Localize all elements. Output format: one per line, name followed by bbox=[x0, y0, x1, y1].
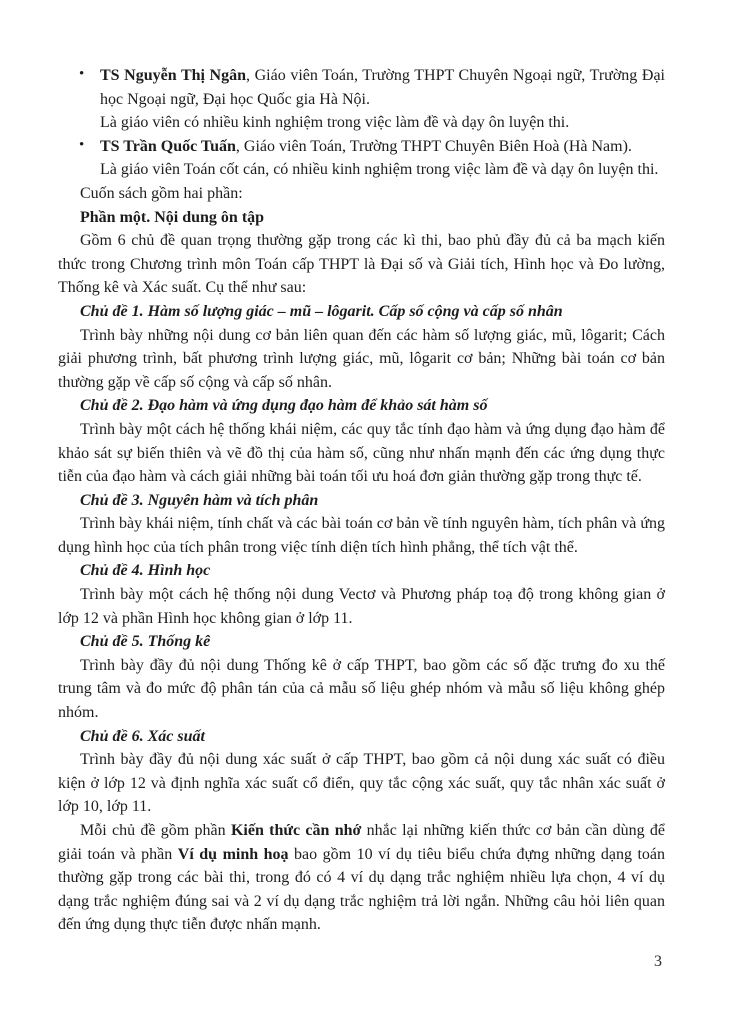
author-item bbox=[58, 135, 665, 182]
topic-heading-6: Chủ đề 6. Xác suất bbox=[80, 727, 205, 745]
intro-overview: Gồm 6 chủ đề quan trọng thường gặp trong các kì thi, bao phủ đầy đủ cả ba mạch kiến thức trong Chương trình môn Toán cấp THPT là Đại số và Giải tích, Hình học và Đo lường, Thống kê và Xác suất. Cụ thể như sau: bbox=[58, 232, 665, 297]
closing-para bbox=[58, 819, 665, 937]
topic-heading-3: Chủ đề 3. Nguyên hàm và tích phân bbox=[80, 491, 319, 509]
topic-body-5: Trình bày đầy đủ nội dung Thống kê ở cấp THPT, bao gồm các số đặc trưng đo xu thế trung tâm và đo mức độ phân tán của cả mẫu số liệu ghép nhóm và mẫu số liệu không ghép nhóm. bbox=[58, 656, 665, 722]
topic-body-3: Trình bày khái niệm, tính chất và các bài toán cơ bản về tính nguyên hàm, tích phân và ứng dụng hình học của tích phân trong việc tính diện tích hình phẳng, thể tích vật thể. bbox=[58, 515, 665, 556]
topic-body-6: Trình bày đầy đủ nội dung xác suất ở cấp THPT, bao gồm cả nội dung xác suất có điều kiện ở lớp 12 và định nghĩa xác suất cổ điển, quy tắc cộng xác suất, quy tắc nhân xác suất ở lớp 10, lớp 11. bbox=[58, 751, 665, 816]
page-number: 3 bbox=[654, 953, 662, 970]
topic-heading-2: Chủ đề 2. Đạo hàm và ứng dụng đạo hàm để khảo sát hàm số bbox=[80, 397, 488, 415]
closing-seg: Mỗi chủ đề gồm phần bbox=[80, 822, 231, 839]
author-list bbox=[58, 64, 665, 182]
author-name: TS Trần Quốc Tuấn bbox=[100, 137, 236, 155]
topic-heading-5: Chủ đề 5. Thống kê bbox=[80, 633, 211, 651]
topic-heading-4: Chủ đề 4. Hình học bbox=[80, 562, 211, 580]
author-details: , Giáo viên Toán, Trường THPT Chuyên Biên Hoà (Hà Nam). bbox=[235, 137, 632, 155]
topic-body-1: Trình bày những nội dung cơ bản liên quan đến các hàm số lượng giác, mũ, lôgarit; Cách giải phương trình, bất phương trình lượng giác, mũ, lôgarit cơ bản; Những bài toán cơ bản thường gặp về cấp số cộng và cấp số nhân. bbox=[58, 326, 665, 391]
bullet-icon: • bbox=[79, 66, 85, 82]
author-line bbox=[100, 64, 665, 111]
closing-seg: bao gồm 10 ví dụ tiêu biểu chứa đựng những dạng toán thường gặp trong các bài thi, trong đó có 4 ví dụ dạng trắc nghiệm nhiều lựa chọn, 4 ví dụ dạng trắc nghiệm đúng sai và 2 ví dụ dạng trắc nghiệm trả lời ngắn. Những câu hỏi liên quan đến ứng dụng thực tiễn được nhấn mạnh. bbox=[58, 845, 665, 934]
topic-section bbox=[58, 300, 665, 819]
author-note: Là giáo viên có nhiều kinh nghiệm trong việc làm đề và dạy ôn luyện thi. bbox=[100, 114, 570, 132]
intro-lead: Cuốn sách gồm hai phần: bbox=[80, 184, 243, 202]
closing-seg: nhắc lại những kiến thức cơ bản cần dùng để giải toán và phần bbox=[58, 822, 665, 863]
author-item bbox=[58, 64, 665, 135]
topic-body-4: Trình bày một cách hệ thống nội dung Vectơ và Phương pháp toạ độ trong không gian ở lớp 12 và phần Hình học không gian ở lớp 11. bbox=[58, 586, 665, 627]
author-details: , Giáo viên Toán, Trường THPT Chuyên Ngoại ngữ, Trường Đại học Ngoại ngữ, Đại học Quốc gia Hà Nội. bbox=[100, 67, 666, 108]
closing-bold-phrase: Kiến thức cần nhớ bbox=[230, 822, 362, 839]
topic-body-2: Trình bày một cách hệ thống khái niệm, các quy tắc tính đạo hàm và ứng dụng đạo hàm để khảo sát sự biến thiên và vẽ đồ thị của hàm số, cũng như nhấn mạnh đến các ứng dụng thực tiễn của đạo hàm và cách giải những bài toán tối ưu hoá đơn giản thường gặp trong thực tế. bbox=[58, 420, 665, 486]
part-one-heading: Phần một. Nội dung ôn tập bbox=[80, 208, 265, 226]
author-line bbox=[100, 135, 665, 159]
bullet-icon: • bbox=[79, 136, 85, 153]
author-name: TS Nguyễn Thị Ngân bbox=[100, 67, 247, 84]
closing-bold-phrase: Ví dụ minh hoạ bbox=[177, 845, 289, 863]
author-note: Là giáo viên Toán cốt cán, có nhiều kinh nghiệm trong việc làm đề và dạy ôn luyện thi. bbox=[100, 161, 659, 179]
topic-heading-1: Chủ đề 1. Hàm số lượng giác – mũ – lôgarit. Cấp số cộng và cấp số nhân bbox=[80, 302, 563, 320]
